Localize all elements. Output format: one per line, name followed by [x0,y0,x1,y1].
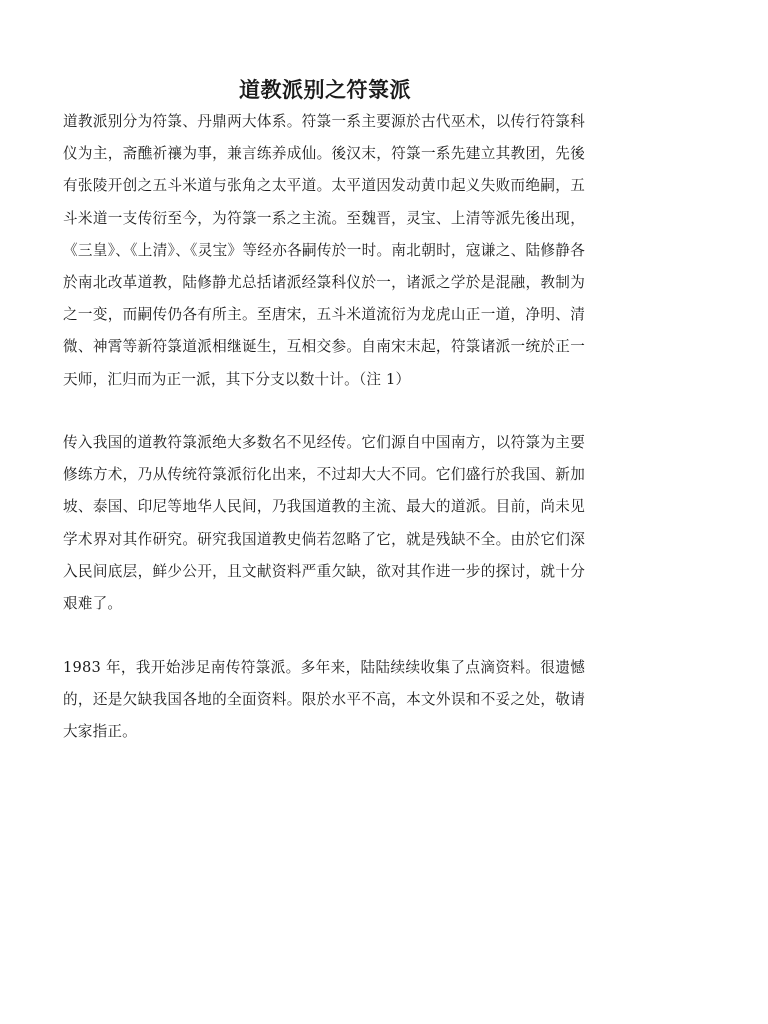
paragraph-southern-transmission: 传入我国的道教符箓派绝大多数名不见经传。它们源自中国南方，以符箓为主要修练方术，乃从传统符箓派衍化出来，不过却大大不同。它们盛行於我国、新加坡、泰国、印尼等地华人民间，乃我国道教的主流、最大的道派。目前，尚未见学术界对其作研究。研究我国道教史倘若忽略了它，就是残缺不全。由於它们深入民间底层，鲜少公开，且文献资料严重欠缺，欲对其作进一步的探讨，就十分艰难了。 [63,434,585,613]
paragraph-author-note: 1983 年，我开始涉足南传符箓派。多年来，陆陆续续收集了点滴资料。很遗憾的，还是欠缺我国各地的全面资料。限於水平不高，本文外误和不妥之处，敬请大家指正。 [63,659,585,741]
paragraph-intro: 道教派别分为符箓、丹鼎两大体系。符箓一系主要源於古代巫术，以传行符箓科仪为主，斋醮祈禳为事，兼言练养成仙。後汉末，符箓一系先建立其教团，先後有张陵开创之五斗米道与张角之太平道。太平道因发动黄巾起义失败而绝嗣，五斗米道一支传衍至今，为符箓一系之主流。至魏晋，灵宝、上清等派先後出现，《三皇》、《上清》、《灵宝》等经亦各嗣传於一时。南北朝时，寇谦之、陆修静各於南北改革道教，陆修静尤总括诸派经箓科仪於一，诸派之学於是混融，教制为之一变，而嗣传仍各有所主。至唐宋，五斗米道流衍为龙虎山正一道，净明、清微、神霄等新符箓道派相继诞生，互相交参。自南宋末起，符箓诸派一统於正一天师，汇归而为正一派，其下分支以数十计。（注 1） [63,113,585,388]
document-title: 道教派别之符箓派 [239,78,411,102]
